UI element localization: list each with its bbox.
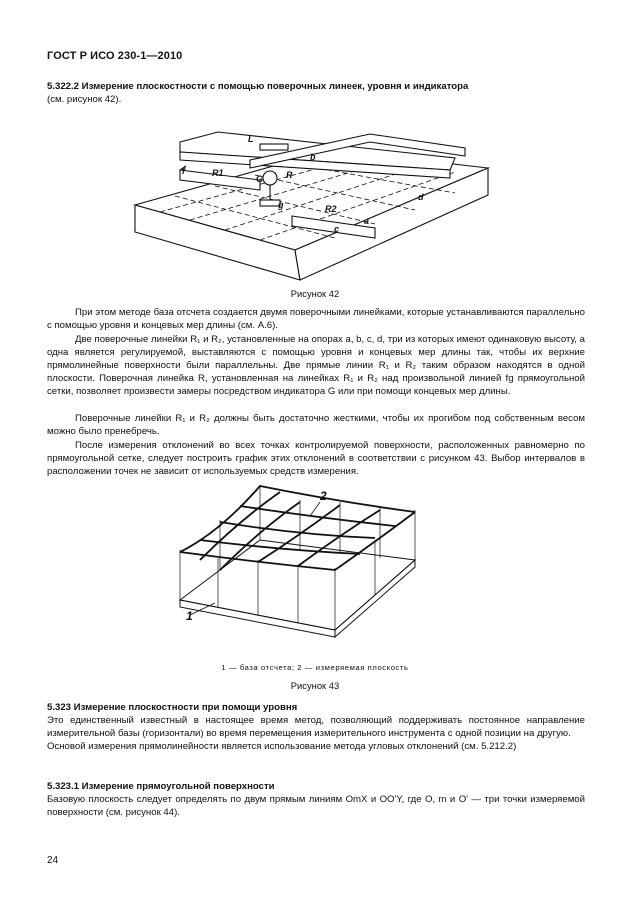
figure-43-caption: Рисунок 43 <box>290 680 340 691</box>
paragraph-1: При этом методе база отсчета создается двумя поверочными линейками, которые устанавливаются параллельно с помощью уровня и концевых мер длины (см. А.6). <box>47 307 585 332</box>
fig42-label-a: a <box>364 216 370 226</box>
fig42-label-G: G <box>256 174 264 184</box>
section-5322-2-tail: (см. рисунок 42). <box>47 94 122 106</box>
paragraph-2: Две поверочные линейки R₁ и R₂, установленные на опорах a, b, c, d, три из которых имеют одинаковую высоту, а одна является регулируемой, выставляются с помощью уровня и концевых мер длины так, чтобы их верхние прямолинейные поверхности были параллельны. Две прямые линии R₁ и R₂ таким образом находятся в одной плоскости. Поверочная линейка R, установленная на линейках R₁ и R₂ над произвольной линией fg прямоугольной сетки, позволяет произвести замеры посредством индикатора G или при помощи концевых мер длины. <box>47 334 585 398</box>
fig42-label-f: f <box>182 166 185 176</box>
fig42-label-c: c <box>334 224 340 234</box>
figure-43-legend: 1 — база отсчета; 2 — измеряемая плоскость <box>221 663 409 672</box>
fig42-label-R1: R1 <box>212 168 224 178</box>
figure-43-drawing <box>160 480 450 660</box>
section-5323 <box>47 701 585 753</box>
section-5322-2-heading: 5.322.2 Измерение плоскостности с помощью поверочных линеек, уровня и индикатора <box>47 81 469 92</box>
fig43-label-1: 1 <box>186 609 193 623</box>
fig42-label-R2: R2 <box>325 204 337 214</box>
section-5322-2 <box>47 80 585 106</box>
section-5323-1-heading: 5.323.1 Измерение прямоугольной поверхности <box>47 781 275 792</box>
section-5323-p2: Основой измерения прямолинейности является использование метода угловых отклонений (см. 5.212.2) <box>47 741 517 753</box>
paragraph-3: Поверочные линейки R₁ и R₂ должны быть достаточно жесткими, чтобы их прогибом под собственным весом можно было пренебречь. <box>47 413 585 438</box>
section-5323-1-p1: Базовую плоскость следует определять по двум прямым линиям OmX и OO'Y, где O, m и O' — три точки измеряемой поверхности (см. рисунок 44). <box>47 794 585 819</box>
fig42-label-L: L <box>248 134 254 144</box>
fig43-label-2: 2 <box>320 489 327 503</box>
fig42-label-d: d <box>418 192 424 202</box>
page-number: 24 <box>47 855 59 866</box>
fig42-label-R: R <box>286 170 293 180</box>
figure-42-caption: Рисунок 42 <box>290 288 340 299</box>
fig42-label-b: b <box>310 152 316 162</box>
section-5323-heading: 5.323 Измерение плоскостности при помощи уровня <box>47 702 298 713</box>
document-header: ГОСТ Р ИСО 230-1—2010 <box>47 50 183 62</box>
fig42-label-g: g <box>278 200 284 210</box>
section-5323-1 <box>47 780 585 819</box>
figure-42-drawing <box>120 120 500 290</box>
paragraph-4: После измерения отклонений во всех точках контролируемой поверхности, расположенных равномерно по прямоугольной сетке, следует построить график этих отклонений в соответствии с рисунком 43. Выбор интервалов в расположении точек не зависит от используемых средств измерения. <box>47 440 585 478</box>
section-5323-p1: Это единственный известный в настоящее время метод, позволяющий поддерживать постоянное направление измерительной базы (горизонтали) во время перемещения измерительного инструмента с одной позиции на другую. <box>47 715 585 740</box>
